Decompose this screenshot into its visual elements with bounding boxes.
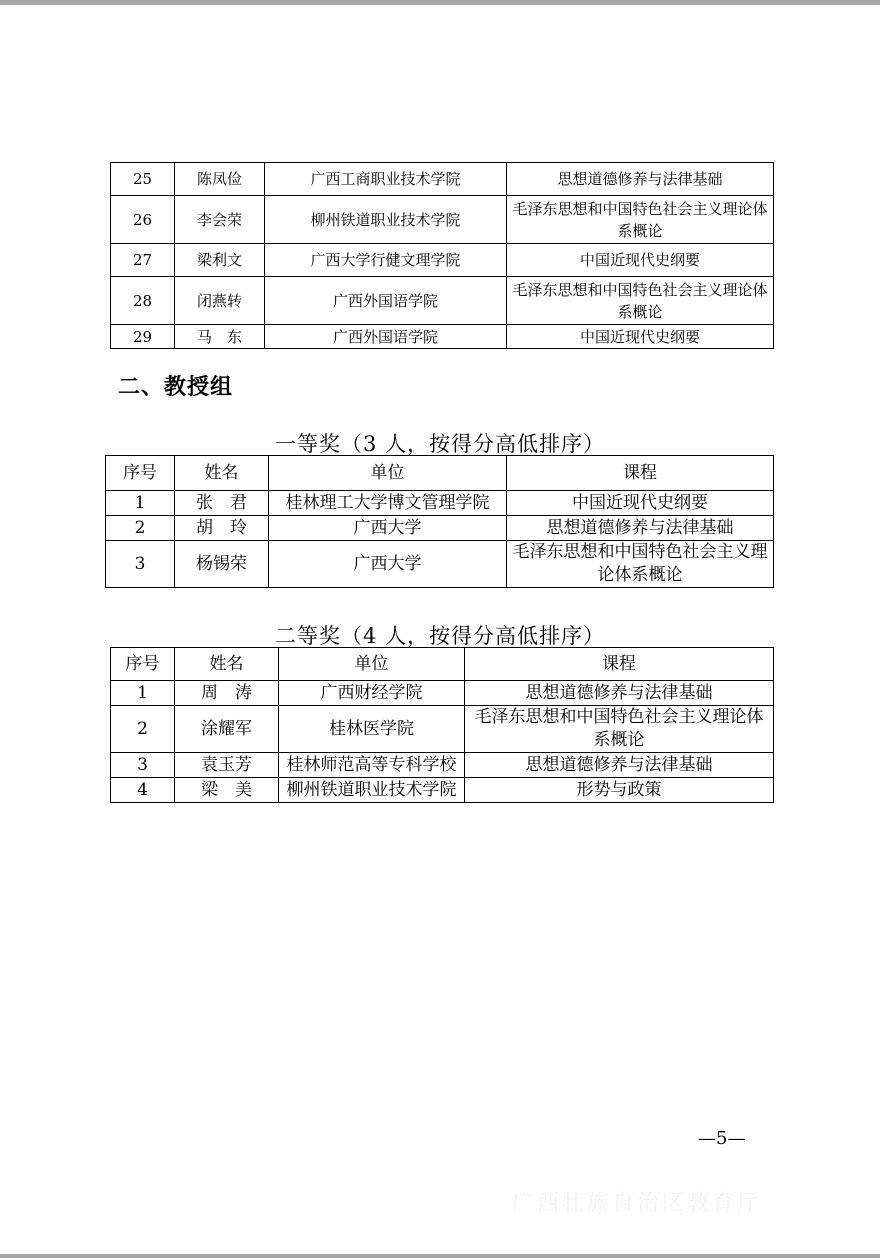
- cell-name: 周 涛: [175, 681, 279, 706]
- cell-name: 梁利文: [175, 244, 265, 277]
- section-title: 二、教授组: [118, 375, 234, 400]
- header-course: 课程: [465, 648, 774, 681]
- table-row: [111, 196, 774, 244]
- cell-no: 26: [111, 196, 175, 244]
- cell-course: 毛泽东思想和中国特色社会主义理论体系概论: [507, 277, 774, 325]
- header-no: 序号: [111, 648, 175, 681]
- cell-name: 涂耀军: [175, 706, 279, 753]
- cell-no: 28: [111, 277, 175, 325]
- second-prize-table: [110, 647, 774, 803]
- cell-name: 陈凤俭: [175, 163, 265, 196]
- cell-no: 29: [111, 325, 175, 349]
- cell-unit: 桂林医学院: [279, 706, 465, 753]
- cell-unit: 桂林理工大学博文管理学院: [269, 491, 507, 516]
- cell-no: 2: [111, 706, 175, 753]
- cell-no: 1: [106, 491, 175, 516]
- page-number: —5—: [698, 1128, 746, 1149]
- cell-unit: 广西工商职业技术学院: [265, 163, 507, 196]
- table-row: [111, 244, 774, 277]
- header-unit: 单位: [279, 648, 465, 681]
- cell-no: 2: [106, 516, 175, 541]
- cell-name: 闭燕转: [175, 277, 265, 325]
- header-no: 序号: [106, 456, 175, 491]
- cell-no: 3: [106, 541, 175, 588]
- cell-course: 思想道德修养与法律基础: [465, 681, 774, 706]
- cell-course: 思想道德修养与法律基础: [507, 516, 774, 541]
- cell-name: 张 君: [175, 491, 269, 516]
- cell-no: 1: [111, 681, 175, 706]
- table-row: [106, 541, 774, 588]
- header-course: 课程: [507, 456, 774, 491]
- cell-unit: 广西外国语学院: [265, 325, 507, 349]
- cell-no: 27: [111, 244, 175, 277]
- watermark: 广西壮族自治区教育厅: [512, 1191, 763, 1216]
- cell-unit: 广西大学行健文理学院: [265, 244, 507, 277]
- bottom-border: [0, 1254, 880, 1258]
- cell-name: 杨锡荣: [175, 541, 269, 588]
- table-header-row: [106, 456, 774, 491]
- table-row: [111, 325, 774, 349]
- cell-course: 毛泽东思想和中国特色社会主义理论体系概论: [507, 541, 774, 588]
- table-row: [111, 753, 774, 778]
- table-row: [111, 706, 774, 753]
- cell-course: 思想道德修养与法律基础: [465, 753, 774, 778]
- header-name: 姓名: [175, 648, 279, 681]
- cell-unit: 柳州铁道职业技术学院: [279, 778, 465, 803]
- cell-unit: 广西大学: [269, 541, 507, 588]
- table-row: [106, 516, 774, 541]
- cell-course: 中国近现代史纲要: [507, 325, 774, 349]
- cell-course: 思想道德修养与法律基础: [507, 163, 774, 196]
- cell-course: 中国近现代史纲要: [507, 491, 774, 516]
- cell-name: 袁玉芳: [175, 753, 279, 778]
- cell-unit: 广西财经学院: [279, 681, 465, 706]
- table-row: [111, 277, 774, 325]
- cell-course: 毛泽东思想和中国特色社会主义理论体系概论: [465, 706, 774, 753]
- table-row: [106, 491, 774, 516]
- cell-unit: 广西外国语学院: [265, 277, 507, 325]
- table-row: [111, 778, 774, 803]
- table-header-row: [111, 648, 774, 681]
- second-prize-title: 二等奖（4 人，按得分高低排序）: [274, 624, 606, 648]
- cell-no: 25: [111, 163, 175, 196]
- table-row: [111, 681, 774, 706]
- continuation-table: [110, 162, 774, 349]
- cell-no: 3: [111, 753, 175, 778]
- cell-unit: 桂林师范高等专科学校: [279, 753, 465, 778]
- cell-unit: 广西大学: [269, 516, 507, 541]
- first-prize-title: 一等奖（3 人，按得分高低排序）: [274, 432, 606, 456]
- cell-course: 毛泽东思想和中国特色社会主义理论体系概论: [507, 196, 774, 244]
- cell-name: 胡 玲: [175, 516, 269, 541]
- first-prize-table: [105, 455, 774, 588]
- cell-name: 马 东: [175, 325, 265, 349]
- cell-name: 李会荣: [175, 196, 265, 244]
- header-name: 姓名: [175, 456, 269, 491]
- cell-course: 中国近现代史纲要: [507, 244, 774, 277]
- header-unit: 单位: [269, 456, 507, 491]
- top-border: [0, 0, 880, 5]
- cell-unit: 柳州铁道职业技术学院: [265, 196, 507, 244]
- cell-course: 形势与政策: [465, 778, 774, 803]
- table-row: [111, 163, 774, 196]
- cell-no: 4: [111, 778, 175, 803]
- cell-name: 梁 美: [175, 778, 279, 803]
